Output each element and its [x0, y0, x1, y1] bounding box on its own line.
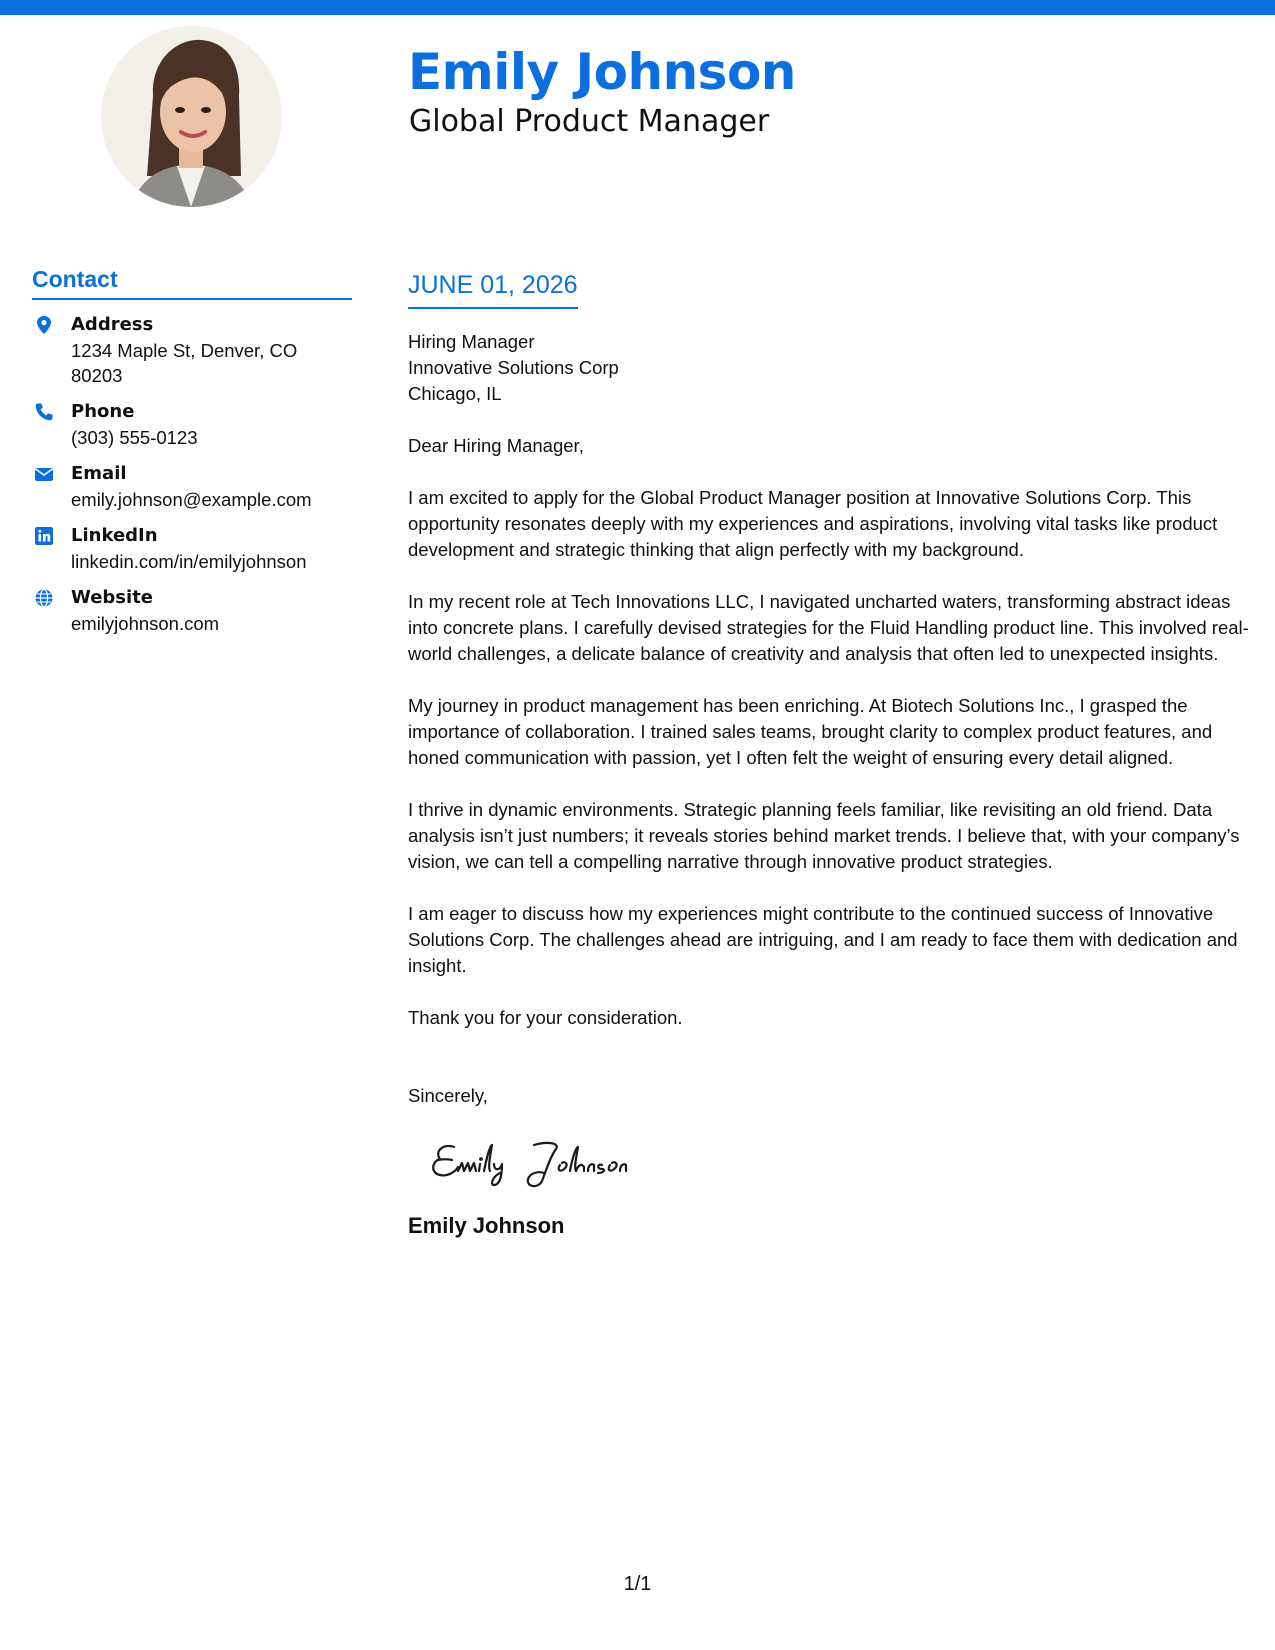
- letter-paragraph: I am excited to apply for the Global Product Manager position at Innovative Solutions Corp. This opportunity resonates deeply with my experiences and aspirations, involving vital tasks like product development and strategic thinking that align perfectly with my background.: [408, 487, 1218, 560]
- candidate-title: Global Product Manager: [409, 104, 770, 139]
- top-accent-bar: [0, 0, 1275, 15]
- location-pin-icon: [34, 315, 54, 335]
- letter-body: [408, 268, 1253, 1241]
- contact-item-linkedin: [32, 523, 352, 574]
- letter-date: JUNE 01, 2026: [408, 268, 578, 309]
- contact-label: LinkedIn: [71, 525, 158, 546]
- globe-icon: [34, 588, 54, 608]
- letter-paragraph: I thrive in dynamic environments. Strategic planning feels familiar, like revisiting an old friend. Data analysis isn’t just numbers; it reveals stories behind market trends. I believe that, with your company’s vision, we can tell a compelling narrative through innovative product strategies.: [408, 799, 1240, 872]
- candidate-name: Emily Johnson: [408, 43, 796, 101]
- linkedin-icon: [34, 526, 54, 546]
- address-value: 1234 Maple St, Denver, CO 80203: [71, 340, 298, 386]
- contact-item-website: [32, 585, 352, 636]
- linkedin-value: linkedin.com/in/emilyjohnson: [71, 551, 307, 572]
- phone-value: (303) 555-0123: [71, 427, 198, 448]
- phone-icon: [34, 402, 54, 422]
- recipient-line: Innovative Solutions Corp: [408, 357, 619, 378]
- contact-label: Website: [71, 587, 154, 608]
- handwritten-signature: [426, 1131, 666, 1193]
- recipient-line: Hiring Manager: [408, 331, 535, 352]
- page-number: 1/1: [623, 1573, 652, 1595]
- website-value: emilyjohnson.com: [71, 613, 220, 634]
- contact-heading: Contact: [32, 264, 352, 300]
- signer-name: Emily Johnson: [408, 1213, 565, 1238]
- closing: Sincerely,: [408, 1085, 488, 1106]
- envelope-icon: [34, 464, 54, 484]
- letter-paragraph: My journey in product management has been enriching. At Biotech Solutions Inc., I grasped the importance of collaboration. I trained sales teams, brought clarity to complex product features, and honed communication with passion, yet I often felt the weight of ensuring every detail aligned.: [408, 695, 1213, 768]
- contact-item-address: [32, 312, 352, 388]
- contact-label: Address: [71, 314, 154, 335]
- email-value: emily.johnson@example.com: [71, 489, 312, 510]
- recipient-line: Chicago, IL: [408, 383, 502, 404]
- contact-label: Email: [71, 463, 127, 484]
- profile-photo: [101, 26, 282, 207]
- contact-sidebar: [32, 264, 352, 636]
- contact-item-email: [32, 461, 352, 512]
- contact-label: Phone: [71, 401, 135, 422]
- letter-paragraph: Thank you for your consideration.: [408, 1007, 683, 1028]
- contact-item-phone: [32, 399, 352, 450]
- letter-paragraph: In my recent role at Tech Innovations LLC, I navigated uncharted waters, transforming abstract ideas into concrete plans. I carefully devised strategies for the Fluid Handling product line. This involved real-world challenges, a delicate balance of creativity and analysis that often led to unexpected insights.: [408, 591, 1249, 664]
- letter-paragraph: I am eager to discuss how my experiences might contribute to the continued success of Innovative Solutions Corp. The challenges ahead are intriguing, and I am ready to face them with dedication and insight.: [408, 903, 1238, 976]
- salutation: Dear Hiring Manager,: [408, 435, 584, 456]
- recipient-block: [408, 329, 1253, 407]
